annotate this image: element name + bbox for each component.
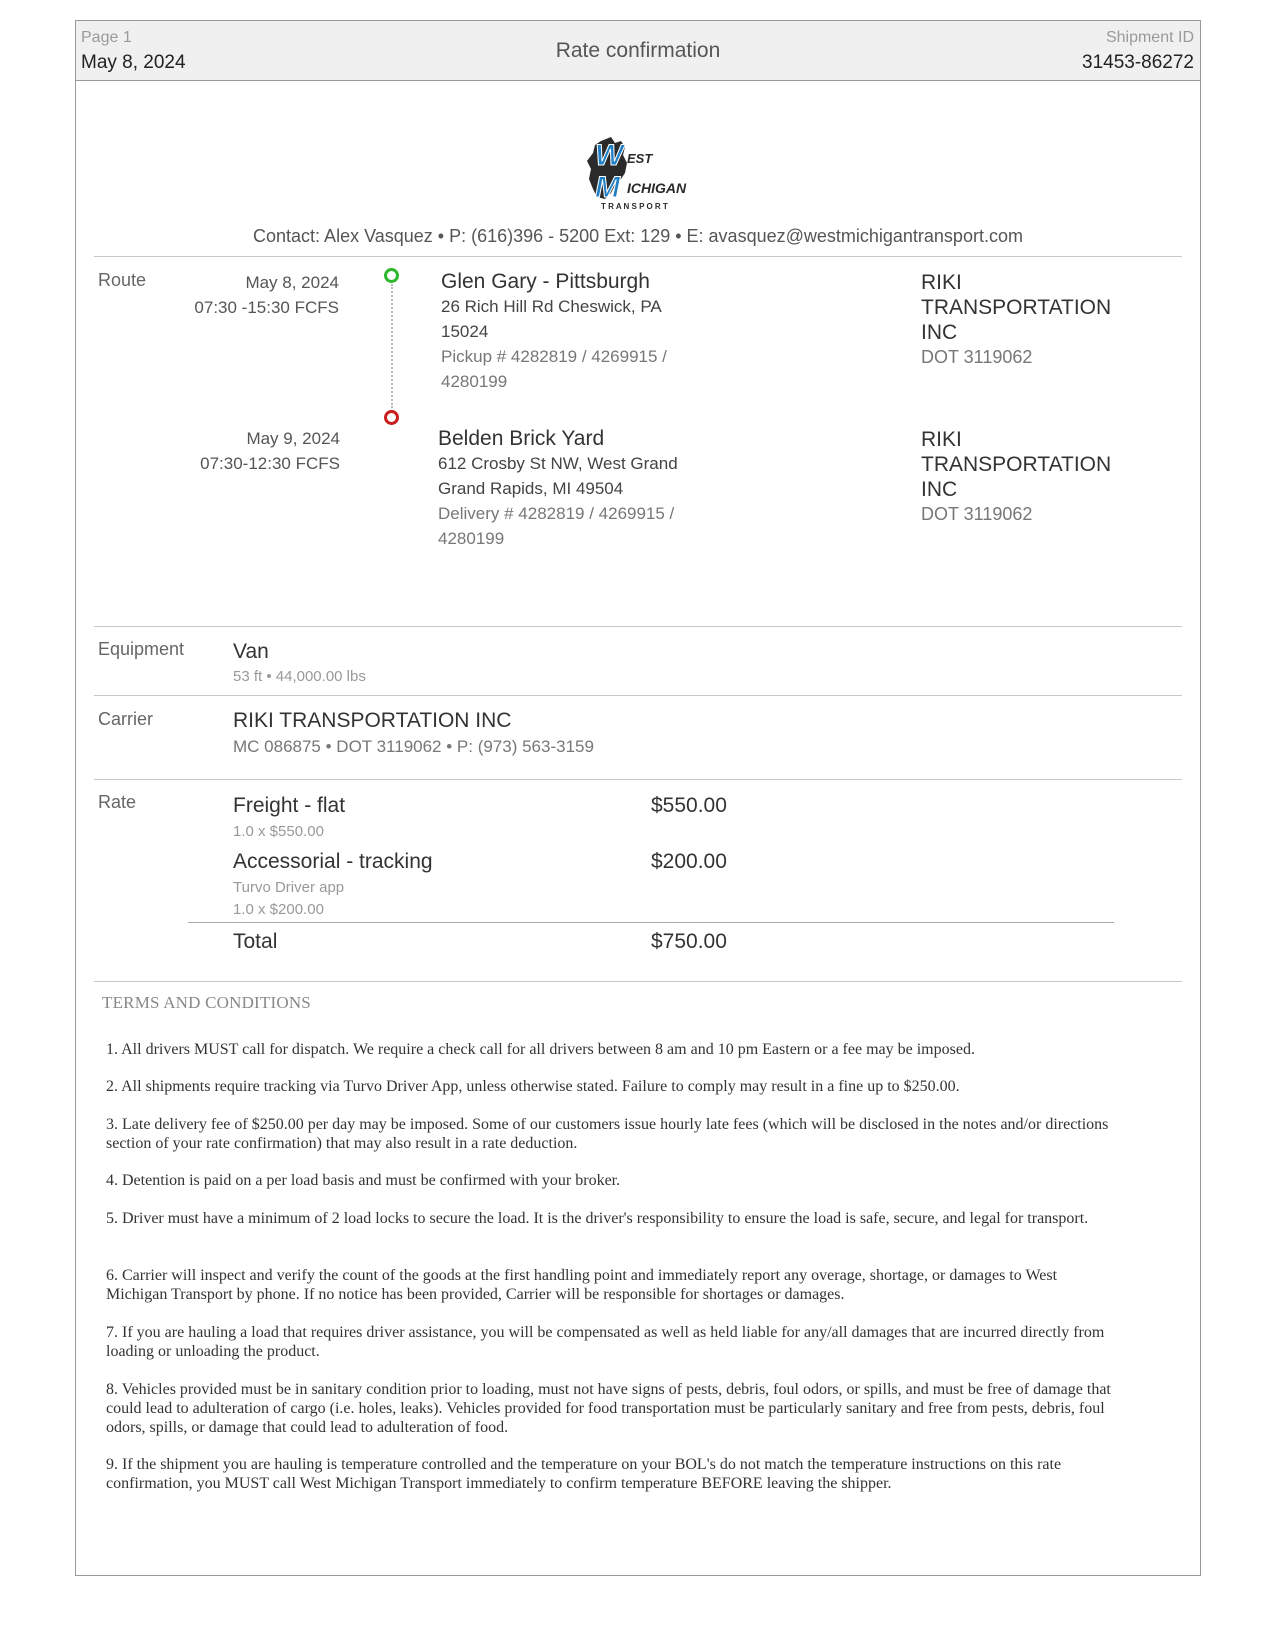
pickup-date: May 8, 2024 xyxy=(245,273,339,292)
carrier-name: RIKI TRANSPORTATION INC xyxy=(233,709,512,732)
pickup-carrier-line-1: RIKI xyxy=(921,271,962,294)
logo-text-est: EST xyxy=(627,151,653,166)
page-number: Page 1 xyxy=(81,29,132,46)
terms-text: 8. Vehicles provided must be in sanitary condition prior to loading, must not have signs of pests, debris, foul odors, or spills, and must be free of damage that could lead to adulteration of cargo (i.e. holes, leaks). Vehicles provided for food transportation must be particularly sanitary and free from pests, debris, foul odors, spills, or damage that could lead to adulteration of food. xyxy=(106,1381,1111,1436)
delivery-carrier-line-1: RIKI xyxy=(921,428,962,451)
pickup-carrier-line-2: TRANSPORTATION xyxy=(921,296,1112,319)
pickup-address-1: 26 Rich Hill Rd Cheswick, PA xyxy=(441,297,662,316)
terms-item xyxy=(106,1209,1116,1228)
header-date: May 8, 2024 xyxy=(81,52,186,73)
rate-item-detail: Turvo Driver app xyxy=(233,879,345,896)
terms-heading: TERMS AND CONDITIONS xyxy=(102,993,311,1012)
rate-item-name: Accessorial - tracking xyxy=(233,850,433,873)
contact-line: Contact: Alex Vasquez • P: (616)396 - 5200 Ext: 129 • E: avasquez@westmichigantransport.com xyxy=(253,226,1023,246)
terms-text: 3. Late delivery fee of $250.00 per day may be imposed. Some of our customers issue hourly late fees (which will be disclosed in the notes and/or directions section of your rate confirmation) that may also result in a rate deduction. xyxy=(106,1116,1109,1152)
divider xyxy=(94,779,1182,780)
divider xyxy=(94,981,1182,982)
delivery-reference-1: Delivery # 4282819 / 4269915 / xyxy=(438,504,675,523)
pickup-marker-icon xyxy=(384,268,399,283)
delivery-datetime xyxy=(170,426,340,476)
delivery-address-1: 612 Crosby St NW, West Grand xyxy=(438,454,678,473)
delivery-address-2: Grand Rapids, MI 49504 xyxy=(438,479,624,498)
equipment-type: Van xyxy=(233,640,269,663)
pickup-reference-2: 4280199 xyxy=(441,372,508,391)
shipment-id-label: Shipment ID xyxy=(1105,29,1194,46)
terms-item xyxy=(106,1171,1116,1190)
page-header xyxy=(76,21,1200,81)
logo-letter-m: M xyxy=(595,171,620,204)
terms-text: 5. Driver must have a minimum of 2 load locks to secure the load. It is the driver's responsibility to ensure the load is safe, secure, and legal for transport. xyxy=(106,1210,1089,1227)
pickup-carrier-line-3: INC xyxy=(921,321,958,344)
pickup-address-2: 15024 xyxy=(441,322,489,341)
total-label: Total xyxy=(233,930,278,953)
total-amount: $750.00 xyxy=(651,930,727,953)
subtotal-divider xyxy=(188,922,1114,923)
divider xyxy=(94,256,1182,257)
shipment-id: 31453-86272 xyxy=(1082,52,1194,73)
terms-item xyxy=(106,1040,1116,1059)
terms-item xyxy=(106,1115,1116,1153)
delivery-carrier xyxy=(921,427,1111,527)
delivery-date: May 9, 2024 xyxy=(246,429,340,448)
logo-text-ichigan: ICHIGAN xyxy=(627,180,687,196)
delivery-reference-2: 4280199 xyxy=(438,529,505,548)
terms-item xyxy=(106,1323,1116,1361)
terms-text: 9. If the shipment you are hauling is temperature controlled and the temperature on your BOL's do not match the temperature instructions on this rate confirmation, you MUST call West Michigan Transport immediately to confirm temperature BEFORE leaving the shipper. xyxy=(106,1456,1062,1492)
delivery-marker-icon xyxy=(384,410,399,425)
divider xyxy=(94,695,1182,696)
rate-item-amount: $550.00 xyxy=(651,794,727,817)
pickup-carrier-dot: DOT 3119062 xyxy=(921,347,1033,367)
pickup-stop xyxy=(441,270,667,394)
delivery-carrier-line-2: TRANSPORTATION xyxy=(921,453,1112,476)
rate-item-detail: 1.0 x $200.00 xyxy=(233,901,324,918)
carrier-label: Carrier xyxy=(98,709,154,729)
divider xyxy=(94,626,1182,627)
delivery-location-name: Belden Brick Yard xyxy=(438,427,605,450)
route-connector xyxy=(391,284,393,408)
carrier-details: MC 086875 • DOT 3119062 • P: (973) 563-3159 xyxy=(233,737,594,756)
terms-text: 2. All shipments require tracking via Turvo Driver App, unless otherwise stated. Failure to comply may result in a fine up to $250.00. xyxy=(106,1078,960,1095)
pickup-datetime xyxy=(169,270,339,320)
pickup-location-name: Glen Gary - Pittsburgh xyxy=(441,270,650,293)
terms-text: 4. Detention is paid on a per load basis and must be confirmed with your broker. xyxy=(106,1172,621,1189)
delivery-stop xyxy=(438,427,678,551)
pickup-reference-1: Pickup # 4282819 / 4269915 / xyxy=(441,347,667,366)
rate-item-amount: $200.00 xyxy=(651,850,727,873)
terms-text: 6. Carrier will inspect and verify the count of the goods at the first handling point and immediately report any overage, shortage, or damages to West Michigan Transport by phone. If no notice has been provided, Carrier will be responsible for shortages or damages. xyxy=(106,1267,1058,1303)
delivery-carrier-dot: DOT 3119062 xyxy=(921,504,1033,524)
terms-item xyxy=(106,1266,1116,1304)
rate-item-name: Freight - flat xyxy=(233,794,346,817)
delivery-carrier-line-3: INC xyxy=(921,478,958,501)
equipment-details: 53 ft • 44,000.00 lbs xyxy=(233,668,366,685)
logo-letter-w: W xyxy=(595,139,624,172)
pickup-carrier xyxy=(921,270,1111,370)
terms-item xyxy=(106,1077,1116,1096)
terms-item xyxy=(106,1455,1116,1493)
terms-item xyxy=(106,1380,1116,1437)
page-title: Rate confirmation xyxy=(555,39,721,62)
rate-label: Rate xyxy=(98,792,137,812)
terms-text: 7. If you are hauling a load that requires driver assistance, you will be compensated as well as held liable for any/all damages that are incurred directly from loading or unloading the product. xyxy=(106,1324,1105,1360)
equipment-label: Equipment xyxy=(98,639,185,659)
terms-text: 1. All drivers MUST call for dispatch. We require a check call for all drivers between 8 am and 10 pm Eastern or a fee may be imposed. xyxy=(106,1041,975,1058)
west-michigan-transport-logo xyxy=(581,133,701,213)
rate-item-detail: 1.0 x $550.00 xyxy=(233,823,324,840)
document-frame xyxy=(75,20,1201,1576)
delivery-window: 07:30-12:30 FCFS xyxy=(200,454,340,473)
route-label: Route xyxy=(98,270,147,290)
pickup-window: 07:30 -15:30 FCFS xyxy=(194,298,339,317)
logo-text-transport: T R A N S P O R T xyxy=(601,202,668,211)
